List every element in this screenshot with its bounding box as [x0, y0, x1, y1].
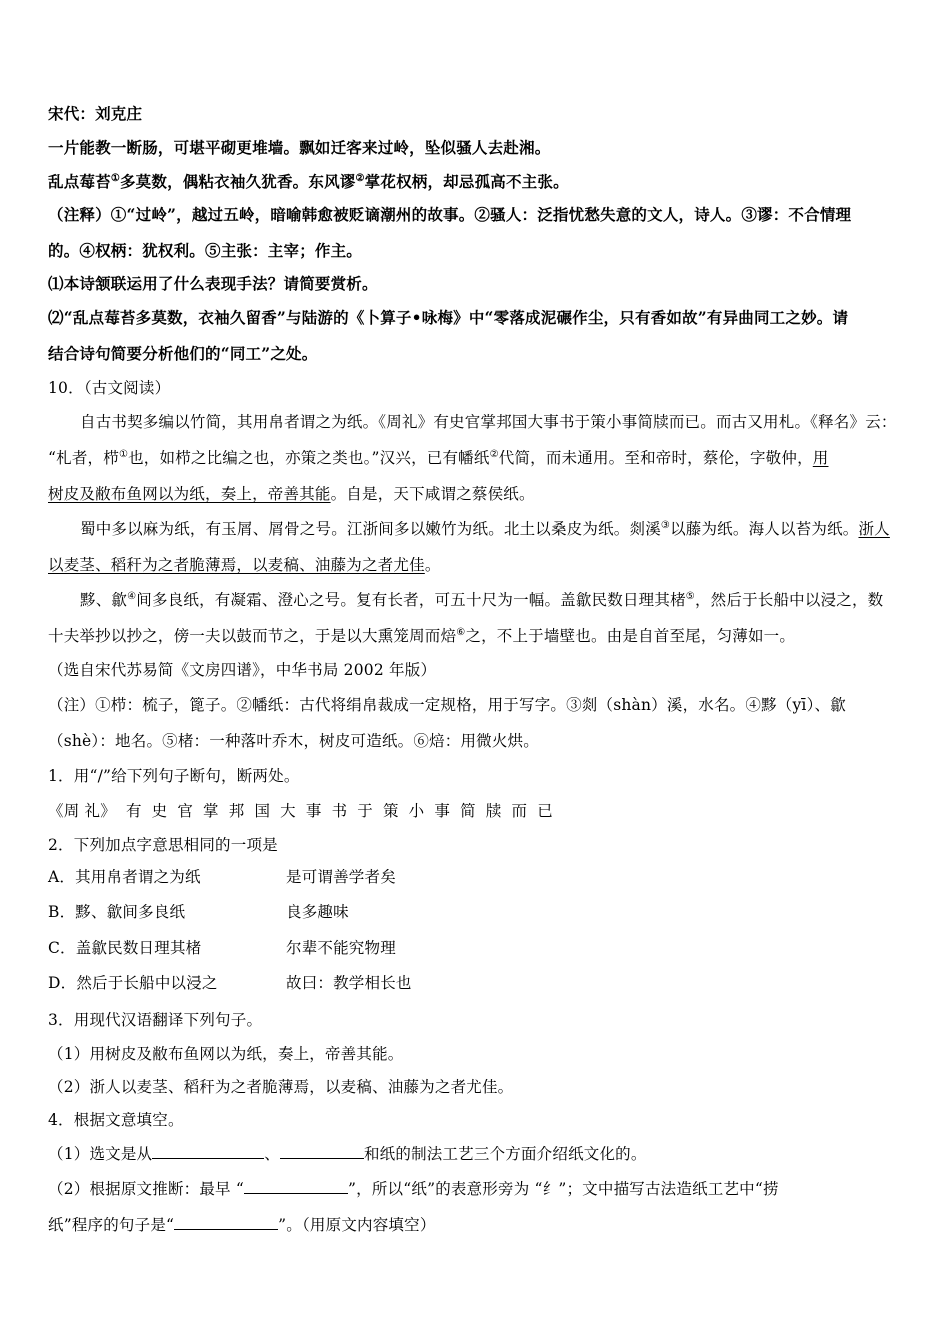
question-3: 3．用现代汉语翻译下列句子。 [48, 1011, 263, 1029]
sentence-char: 书 [331, 802, 348, 820]
sentence-char: 事 [434, 802, 451, 820]
sentence-char: 《周 礼》 [48, 802, 116, 820]
question-4-item-1: （1）选文是从 、 和纸的制法工艺三个方面介绍纸文化的。 [48, 1142, 647, 1164]
poem-question-2-line-1: ⑵“乱点莓苔多莫数，衣袖久留香”与陆游的《卜算子•咏梅》中“零落成泥碾作尘，只有香如故”有异曲同工之妙。请 [48, 308, 849, 327]
passage-p1-line-1: 自古书契多编以竹简，其用帛者谓之为纸。《周礼》有史官掌邦国大事书于策小事简牍而已。而古又用札。《释名》云： [80, 413, 897, 431]
passage-p2-line-2: 以麦茎、稻秆为之者脆薄焉，以麦稿、油藤为之者尤佳。 [48, 556, 441, 574]
sentence-char: 策 [382, 802, 399, 820]
poem-line-2: 乱点莓苔①多莫数，偶粘衣袖久犹香。东风谬②掌花权柄，却忌孤高不主张。 [48, 172, 569, 191]
passage-p1-line-3: 树皮及敝布鱼网以为纸，奏上，帝善其能。自是，天下咸谓之蔡侯纸。 [48, 485, 535, 503]
fill-blank[interactable] [280, 1143, 364, 1160]
fill-blank[interactable] [152, 1143, 264, 1160]
sentence-char: 史 [151, 802, 168, 820]
sentence-char: 而 [511, 802, 528, 820]
poem-question-2-line-2: 结合诗句简要分析他们的“同工”之处。 [48, 344, 318, 363]
fill-blank[interactable] [174, 1214, 278, 1231]
option-d: D．然后于长船中以浸之 故曰：教学相长也 [48, 974, 412, 992]
poem-note-line-2: 的。④权柄：犹权利。⑤主张：主宰；作主。 [48, 241, 363, 260]
question-4-item-2: （2）根据原文推断：最早 “ ”，所以“纸”的表意形旁为 “纟”；文中描写古法造纸工艺中“捞 [48, 1177, 779, 1199]
sentence-char: 简 [460, 802, 476, 820]
sentence-char: 官 [177, 802, 194, 820]
passage-p2-line-1: 蜀中多以麻为纸，有玉屑、屑骨之号。江浙间多以嫩竹为纸。北土以桑皮为纸。剡溪③以藤为纸。海人以苔为纸。浙人 [80, 519, 890, 538]
sentence-char: 有 [125, 802, 142, 820]
sentence-char: 于 [357, 802, 373, 820]
sentence-char: 牍 [485, 802, 502, 820]
section-10-heading: 10．（古文阅读） [48, 379, 171, 397]
fill-blank[interactable] [244, 1178, 348, 1195]
option-c: C．盖歙民数日理其楮 尔辈不能究物理 [48, 939, 396, 957]
question-1-sentence [48, 799, 563, 821]
poem-author: 宋代：刘克庄 [48, 104, 143, 123]
passage-p3-line-1: 黟、歙④间多良纸，有凝霜、澄心之号。复有长者，可五十尺为一幅。盖歙民数日理其楮⑤，然后于长船中以浸之，数 [80, 590, 884, 609]
question-4-item-2-cont: 纸”程序的句子是“ ”。（用原文内容填空） [48, 1213, 436, 1235]
sentence-char: 掌 [203, 802, 219, 820]
passage-note-line-1: （注）①栉：梳子，篦子。②幡纸：古代将绢帛裁成一定规格，用于写字。③剡（shàn）溪，水名。④黟（yī）、歙 [48, 696, 846, 714]
question-3-item-1: （1）用树皮及敝布鱼网以为纸，奏上，帝善其能。 [48, 1045, 404, 1063]
question-2: 2．下列加点字意思相同的一项是 [48, 836, 278, 854]
question-4: 4．根据文意填空。 [48, 1111, 184, 1129]
passage-source: （选自宋代苏易简《文房四谱》，中华书局 2002 年版） [48, 661, 437, 679]
poem-note-line-1: （注释）①“过岭”，越过五岭，暗喻韩愈被贬谪潮州的故事。②骚人：泛指忧愁失意的文人，诗人。③谬：不合情理 [48, 205, 852, 224]
passage-p3-line-2: 十夫举抄以抄之，傍一夫以鼓而节之，于是以大熏笼周而焙⑥之，不上于墙壁也。由是自首至尾，匀薄如一。 [48, 626, 796, 645]
sentence-char: 小 [408, 802, 425, 820]
passage-note-line-2: （shè）：地名。⑤楮：一种落叶乔木，树皮可造纸。⑥焙：用微火烘。 [48, 732, 539, 750]
poem-line-1: 一片能教一断肠，可堪平砌更堆墙。飘如迁客来过岭，坠似骚人去赴湘。 [48, 138, 551, 157]
sentence-char: 事 [305, 802, 322, 820]
question-3-item-2: （2）浙人以麦茎、稻秆为之者脆薄焉，以麦稿、油藤为之者尤佳。 [48, 1078, 514, 1096]
sentence-char: 大 [280, 802, 296, 820]
sentence-char: 已 [537, 802, 553, 820]
option-b: B．黟、歙间多良纸 良多趣味 [48, 903, 349, 921]
sentence-char: 国 [254, 802, 271, 820]
option-a: A．其用帛者谓之为纸 是可谓善学者矣 [48, 868, 396, 886]
sentence-char: 邦 [228, 802, 245, 820]
question-1: 1．用“/”给下列句子断句，断两处。 [48, 767, 300, 785]
poem-question-1: ⑴本诗颔联运用了什么表现手法？请简要赏析。 [48, 274, 378, 293]
passage-p1-line-2: “札者，栉①也，如栉之比编之也，亦策之类也。”汉兴，已有幡纸②代简，而未通用。至和帝时，蔡伦，字敬仲，用 [48, 448, 829, 467]
